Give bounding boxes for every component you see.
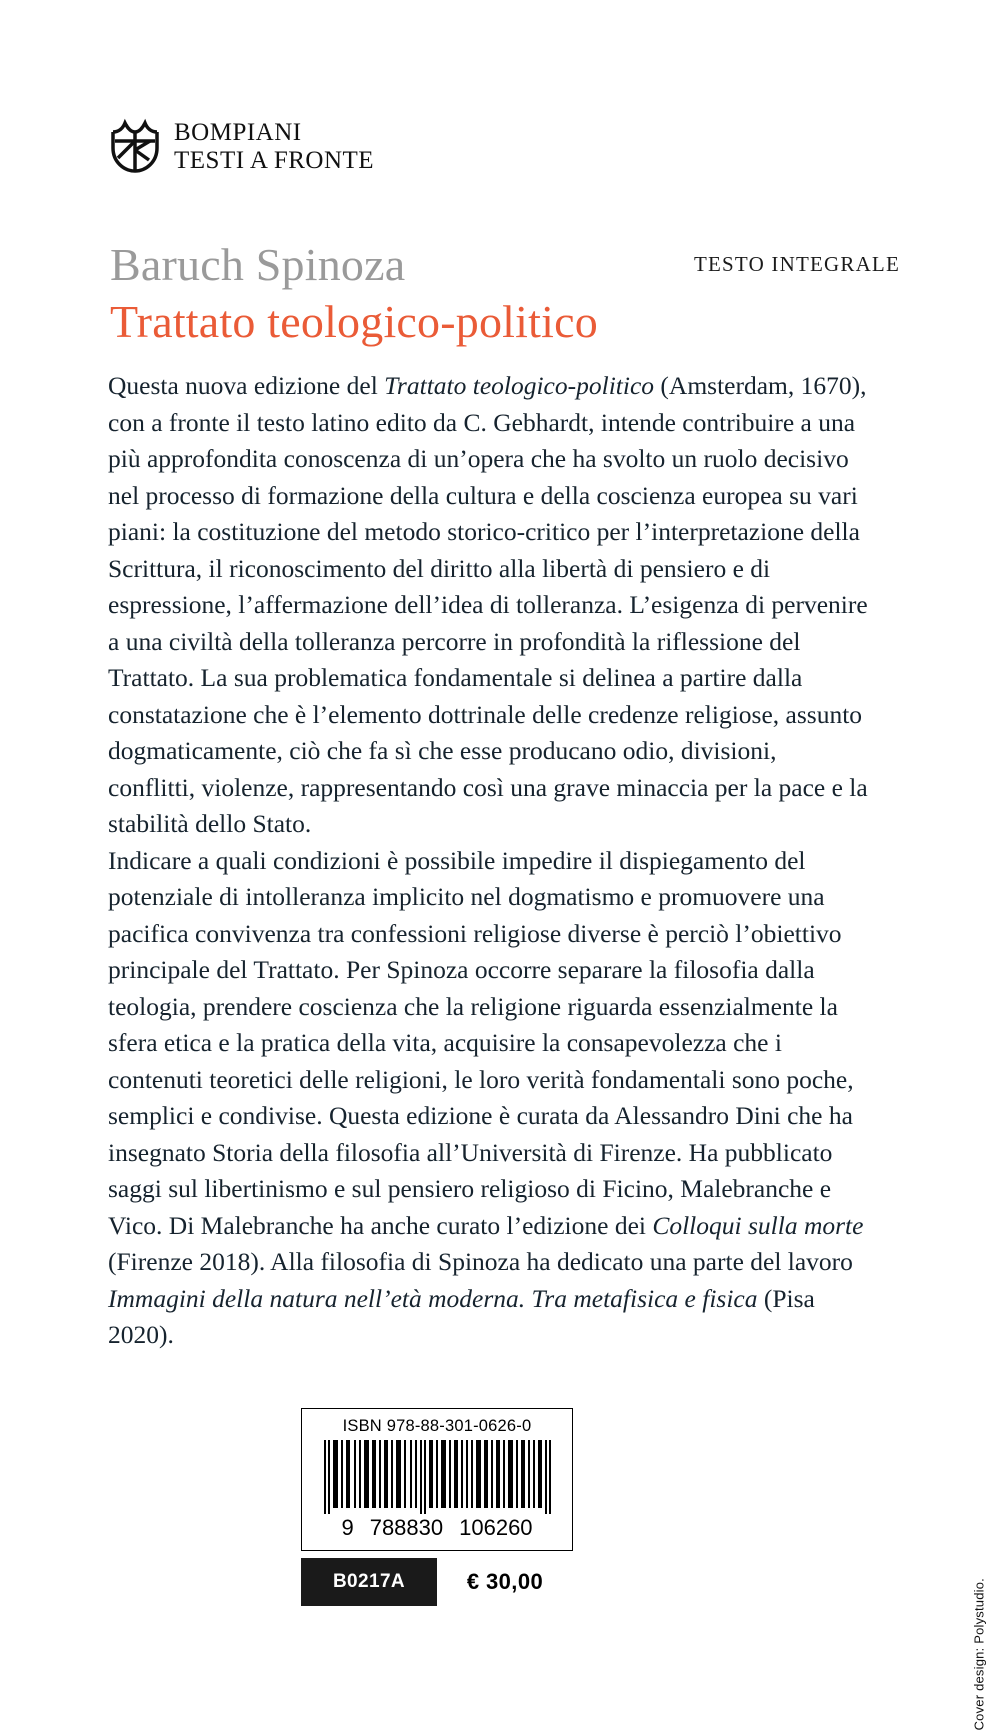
publisher-name-line-1: BOMPIANI — [174, 118, 302, 146]
author-name: Baruch Spinoza — [110, 239, 406, 290]
blurb-p1-part2: (Amsterdam, 1670), con a fronte il testo latino edito da C. Gebhardt, intende contribuire a una più approfondita conoscenza di un’opera che ha svolto un ruolo decisivo nel processo di formazione della cultura e della coscienza europea su vari piani: la costituzione del metodo storico-critico per l’interpretazione della Scrittura, il riconoscimento del diritto alla libertà di pensiero e di espressione, l’affermazione dell’idea di tolleranza. L’esigenza di pervenire a una civiltà della tolleranza percorre in profondità la riflessione del Trattato. La sua problematica fondamentale si delinea a partire dalla constatazione che è l’elemento dottrinale delle credenze religiose, assunto dogmaticamente, ciò che fa sì che esse producano odio, divisioni, conflitti, violenze, rappresentando così una grave minaccia per la pace e la stabilità dello Stato. — [108, 371, 868, 838]
blurb-paragraph-1 — [108, 368, 868, 843]
isbn-label: ISBN 978-88-301-0626-0 — [342, 1417, 532, 1435]
barcode-digits — [302, 1514, 572, 1550]
bompiani-shield-icon — [110, 118, 160, 174]
blurb-paragraph-2 — [108, 843, 868, 1354]
barcode-digit-lead: 9 — [341, 1515, 354, 1540]
ean13-barcode-icon — [324, 1440, 552, 1514]
barcode-digit-group-2: 106260 — [459, 1515, 533, 1540]
blurb-text — [108, 368, 868, 1354]
book-title: Trattato teologico-politico — [110, 295, 598, 347]
publisher-wordmark — [174, 120, 374, 173]
blurb-p1-part1: Questa nuova edizione del — [108, 371, 385, 400]
blurb-p2-part1: Indicare a quali condizioni è possibile impedire il dispiegamento del potenziale di intolleranza implicito nel dogmatismo e promuovere una pacifica convivenza tra confessioni religiose diverse è perciò l’obiettivo principale del Trattato. Per Spinoza occorre separare la filosofia dalla teologia, prendere coscienza che la religione riguarda essenzialmente la sfera etica e la pratica della vita, acquisire la consapevolezza che i contenuti teoretici delle religioni, le loro verità fondamentali sono poche, semplici e condivise. Questa edizione è curata da Alessandro Dini che ha insegnato Storia della filosofia all’Università di Firenze. Ha pubblicato saggi sul libertinismo e sul pensiero religioso di Ficino, Malebranche e Vico. Di Malebranche ha anche curato l’edizione dei — [108, 845, 854, 1240]
blurb-p2-italic-title-2: Immagini della natura nell’età moderna. Tra metafisica e fisica — [108, 1283, 758, 1313]
barcode-block — [301, 1408, 573, 1551]
blurb-p2-part3: (Pisa 2020). — [108, 1283, 815, 1349]
blurb-p1-italic-title: Trattato teologico-politico — [384, 371, 655, 400]
title-zone — [110, 240, 900, 347]
blurb-p2-italic-title-1: Colloqui sulla morte — [652, 1210, 864, 1240]
blurb-p2-part2: (Firenze 2018). Alla filosofia di Spinoza ha dedicato una parte del lavoro — [108, 1247, 853, 1276]
barcode-digit-group-1: 788830 — [369, 1515, 444, 1540]
price-bar — [301, 1558, 573, 1606]
cover-design-credit: Cover design: Polystudio. — [971, 1578, 986, 1730]
price-value: € 30,00 — [437, 1558, 573, 1606]
publisher-name-line-2: TESTI A FRONTE — [174, 146, 375, 174]
edition-note-badge: TESTO INTEGRALE — [693, 252, 900, 276]
product-code: B0217A — [301, 1558, 437, 1606]
publisher-logo-block — [110, 118, 374, 174]
